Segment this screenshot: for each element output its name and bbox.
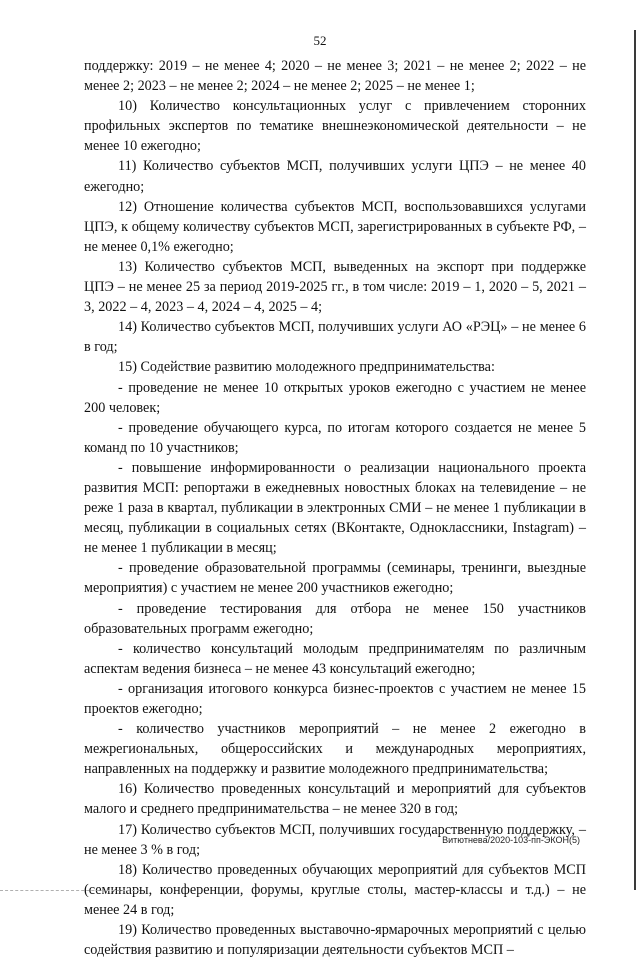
list-item-open-lessons: - проведение не менее 10 открытых уроков ежегодно с участием не менее 200 человек;	[84, 379, 586, 416]
paragraph-item-11: 11) Количество субъектов МСП, получивших услуги ЦПЭ – не менее 40 ежегодно;	[84, 158, 586, 195]
document-code: Витютнева/2020-103-пп-ЭКОН(5)	[442, 835, 580, 845]
paragraph-item-17: 17) Количество субъектов МСП, получивших государственную поддержку, – не менее 3 % в год;	[84, 821, 586, 858]
paragraph-item-14: 14) Количество субъектов МСП, получивших услуги АО «РЭЦ» – не менее 6 в год;	[84, 319, 586, 356]
paragraph-item-13: 13) Количество субъектов МСП, выведенных на экспорт при поддержке ЦПЭ – не менее 25 за период 2019-2025 гг., в том числе: 2019 – 1, 2020 – 5, 2021 – 3, 2022 – 4, 2023 – 4, 2024 – 4, 2025 – 4;	[84, 258, 586, 316]
scan-edge-line	[634, 30, 636, 890]
list-item-awareness: - повышение информированности о реализации национального проекта развития МСП: репортажи в ежедневных новостных блоках на телевидение – не реже 1 раза в квартал, публикации в электронных СМИ – не менее 1 публикации в месяц, публикации в социальных сетях (ВКонтакте, Одноклассники, Instagram) – не менее 1 публикации в месяц;	[84, 459, 586, 557]
paragraph-item-19: 19) Количество проведенных выставочно-ярмарочных мероприятий с целью содействия развитию и популяризации деятельности субъектов МСП –	[84, 922, 586, 959]
list-item-training-course: - проведение обучающего курса, по итогам которого создается не менее 5 команд по 10 участников;	[84, 419, 586, 456]
list-item-participants: - количество участников мероприятий – не менее 2 ежегодно в межрегиональных, общероссийских и международных мероприятиях, направленных на поддержку и развитие молодежного предпринимательства;	[84, 721, 586, 778]
list-item-consultations: - количество консультаций молодым предпринимателям по различным аспектам ведения бизнеса – не менее 43 консультаций ежегодно;	[84, 640, 586, 677]
paragraph-item-12: 12) Отношение количества субъектов МСП, воспользовавшихся услугами ЦПЭ, к общему количеству субъектов МСП, зарегистрированных в субъекте РФ, – не менее 0,1% ежегодно;	[84, 198, 586, 255]
paragraph-item-18: 18) Количество проведенных обучающих мероприятий для субъектов МСП (семинары, конференции, форумы, круглые столы, мастер-классы и т.д.) – не менее 24 в год;	[84, 861, 586, 918]
page-number: 52	[313, 33, 327, 48]
list-item-testing: - проведение тестирования для отбора не менее 150 участников образовательных программ ежегодно;	[84, 600, 586, 637]
paragraph-item-16: 16) Количество проведенных консультаций и мероприятий для субъектов малого и среднего предпринимательства – не менее 320 в год;	[84, 781, 586, 818]
scan-bottom-artifact	[0, 890, 140, 891]
paragraph-continuation: поддержку: 2019 – не менее 4; 2020 – не менее 3; 2021 – не менее 2; 2022 – не менее 2; 2023 – не менее 2; 2024 – не менее 2; 2025 – не менее 1;	[84, 58, 586, 95]
paragraph-item-10: 10) Количество консультационных услуг с привлечением сторонних профильных экспертов по тематике внешнеэкономической деятельности – не менее 10 ежегодно;	[84, 98, 586, 155]
list-item-contest: - организация итогового конкурса бизнес-проектов с участием не менее 15 проектов ежегодно;	[84, 680, 586, 717]
paragraph-item-15: 15) Содействие развитию молодежного предпринимательства:	[118, 359, 495, 376]
document-body	[84, 56, 586, 960]
list-item-education-program: - проведение образовательной программы (семинары, тренинги, выездные мероприятия) с участием не менее 200 участников ежегодно;	[84, 560, 586, 597]
